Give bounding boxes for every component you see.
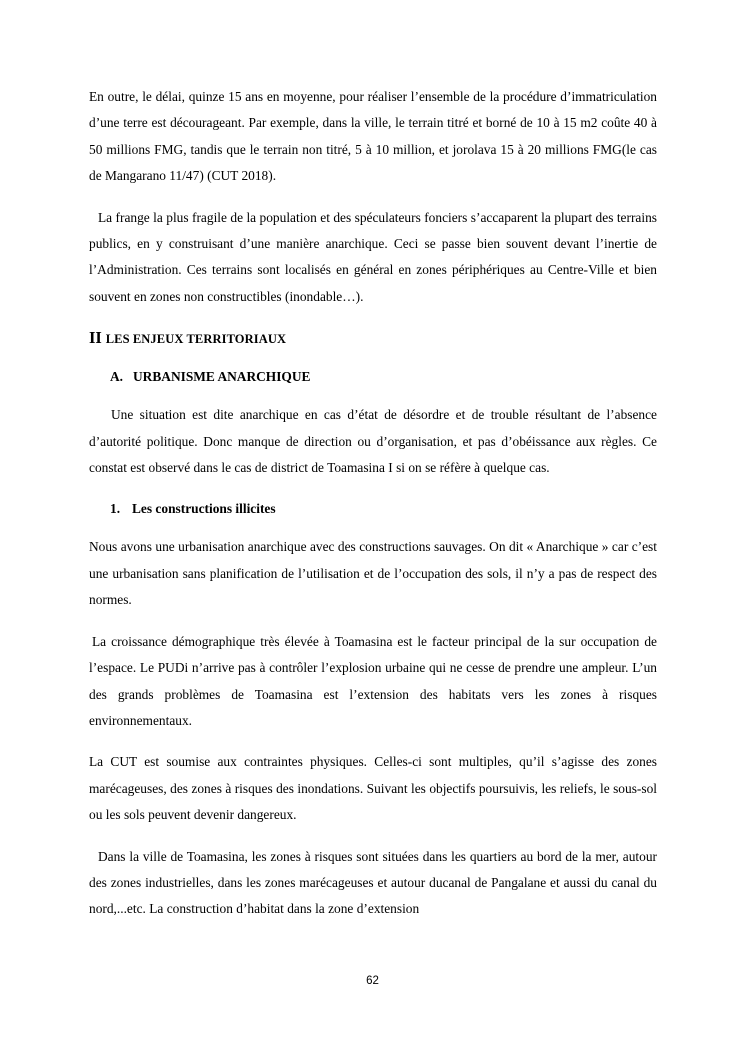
section-heading [89, 327, 657, 350]
paragraph-demographic-growth: La croissance démographique très élevée à Toamasina est le facteur principal de la sur occupation de l’espace. Le PUDi n’arrive pas à contrôler l’explosion urbaine qui ne cesse de prendre une ampleur. L’un des grands problèmes de Toamasina est l’extension des habitats vers les zones à risques environnementaux. [89, 633, 657, 728]
item-heading [110, 498, 657, 520]
paragraph-risk-zones: Dans la ville de Toamasina, les zones à risques sont situées dans les quartiers au bord de la mer, autour des zones industrielles, dans les zones marécageuses et autour ducanal de Pangalane et aussi du canal du nord,...etc. La construction d’habitat dans la zone d’extension [89, 848, 657, 917]
section-title: LES ENJEUX TERRITORIAUX [105, 332, 287, 347]
paragraph-anarchic-definition: Une situation est dite anarchique en cas d’état de désordre et de trouble résultant de l’absence d’autorité politique. Donc manque de direction ou d’organisation, et pas d’obéissance aux règles. Ce constat est observé dans le cas de district de Toamasina I si on se réfère à quelque cas. [89, 407, 657, 476]
item-label: 1. [110, 501, 121, 517]
paragraph-anarchic-urbanisation: Nous avons une urbanisation anarchique avec des constructions sauvages. On dit « Anarchique » car c’est une urbanisation sans planification de l’utilisation et de l’occupation des sols, il n’y a pas de respect des normes. [89, 539, 657, 608]
paragraph-delay-procedure: En outre, le délai, quinze 15 ans en moyenne, pour réaliser l’ensemble de la procédure d’immatriculation d’une terre est décourageant. Par exemple, dans la ville, le terrain titré et borné de 10 à 15 m2 coûte 40 à 50 millions FMG, tandis que le terrain non titré, 5 à 10 million, et jorolava 15 à 20 millions FMG(le cas de Mangarano 11/47) (CUT 2018). [89, 89, 657, 184]
subsection-title: URBANISME ANARCHIQUE [133, 369, 311, 385]
section-number: II [89, 328, 102, 348]
subsection-heading [110, 366, 657, 388]
document-page [89, 84, 657, 923]
subsection-label: A. [110, 369, 124, 385]
paragraph-physical-constraints: La CUT est soumise aux contraintes physiques. Celles-ci sont multiples, qu’il s’agisse des zones marécageuses, des zones à risques des inondations. Suivant les objectifs poursuivis, les reliefs, le sous-sol ou les sols peuvent devenir dangereux. [89, 754, 657, 823]
page-number: 62 [366, 975, 379, 987]
paragraph-vulnerable-population: La frange la plus fragile de la population et des spéculateurs fonciers s’accaparent la plupart des terrains publics, en y construisant d’une manière anarchique. Ceci se passe bien souvent devant l’inertie de l’Administration. Ces terrains sont localisés en général en zones périphériques au Centre-Ville et bien souvent en zones non constructibles (inondable…). [89, 209, 657, 304]
item-title: Les constructions illicites [132, 501, 276, 517]
